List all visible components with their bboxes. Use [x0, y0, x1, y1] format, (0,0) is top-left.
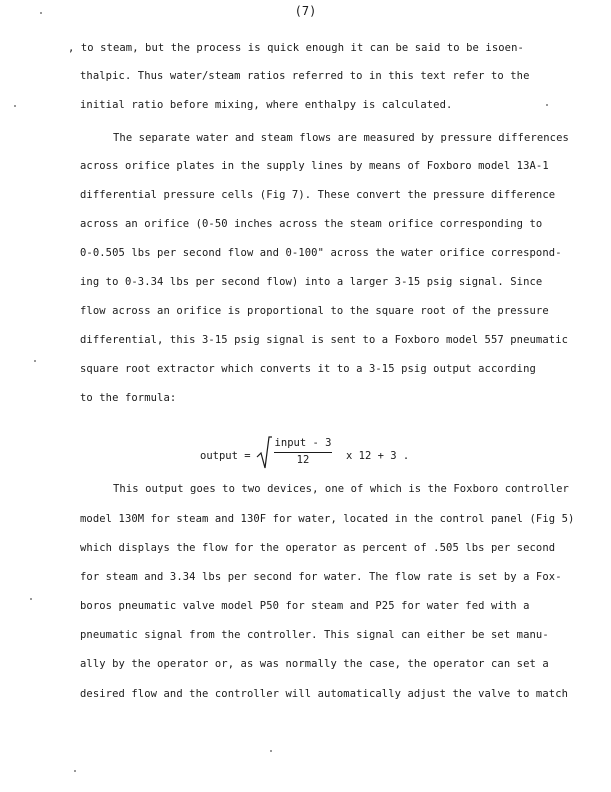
scan-speck: [40, 12, 42, 14]
text-line-20: ally by the operator or, as was normally the case, the operator can set a: [80, 658, 549, 670]
text-line-18: boros pneumatic valve model P50 for steam and P25 for water fed with a: [80, 600, 530, 612]
text-line-10: flow across an orifice is proportional to the square root of the pressure: [80, 305, 549, 317]
text-line-7: across an orifice (0-50 inches across the steam orifice corresponding to: [80, 218, 543, 230]
text-line-16: which displays the flow for the operator as percent of .505 lbs per second: [80, 542, 556, 554]
text-line-2: thalpic. Thus water/steam ratios referred to in this text refer to the: [80, 70, 530, 82]
text-line-19: pneumatic signal from the controller. This signal can either be set manu-: [80, 629, 549, 641]
text-line-5: across orifice plates in the supply lines by means of Foxboro model 13A-1: [80, 160, 549, 172]
formula-rhs: x 12 + 3 .: [346, 450, 410, 462]
scan-speck: [74, 770, 76, 772]
text-line-14: This output goes to two devices, one of which is the Foxboro controller: [113, 483, 569, 495]
scan-speck: [270, 750, 272, 752]
text-line-9: ing to 0-3.34 lbs per second flow) into a larger 3-15 psig signal. Since: [80, 276, 543, 288]
formula-denominator: 12: [296, 454, 310, 466]
formula-lhs: output =: [200, 450, 251, 462]
fraction-bar: [274, 452, 332, 453]
text-line-15: model 130M for steam and 130F for water, located in the control panel (Fig 5): [80, 513, 575, 525]
scan-speck: [546, 104, 548, 106]
text-line-6: differential pressure cells (Fig 7). These convert the pressure difference: [80, 189, 556, 201]
square-root-icon: [256, 436, 272, 470]
formula-numerator: input - 3: [274, 437, 332, 449]
scan-speck: [30, 598, 32, 600]
text-line-1: , to steam, but the process is quick enough it can be said to be isoen-: [68, 42, 524, 54]
text-line-8: 0-0.505 lbs per second flow and 0-100" across the water orifice correspond-: [80, 247, 562, 259]
scan-speck: [34, 360, 36, 362]
scan-speck: [14, 105, 16, 107]
text-line-11: differential, this 3-15 psig signal is sent to a Foxboro model 557 pneumatic: [80, 334, 569, 346]
text-line-17: for steam and 3.34 lbs per second for water. The flow rate is set by a Fox-: [80, 571, 562, 583]
text-line-4: The separate water and steam flows are measured by pressure differences: [113, 132, 569, 144]
text-line-13: to the formula:: [80, 392, 177, 404]
text-line-12: square root extractor which converts it to a 3-15 psig output according: [80, 363, 536, 375]
page-number: (7): [294, 4, 317, 18]
text-line-3: initial ratio before mixing, where enthalpy is calculated.: [80, 99, 453, 111]
text-line-21: desired flow and the controller will automatically adjust the valve to match: [80, 688, 569, 700]
